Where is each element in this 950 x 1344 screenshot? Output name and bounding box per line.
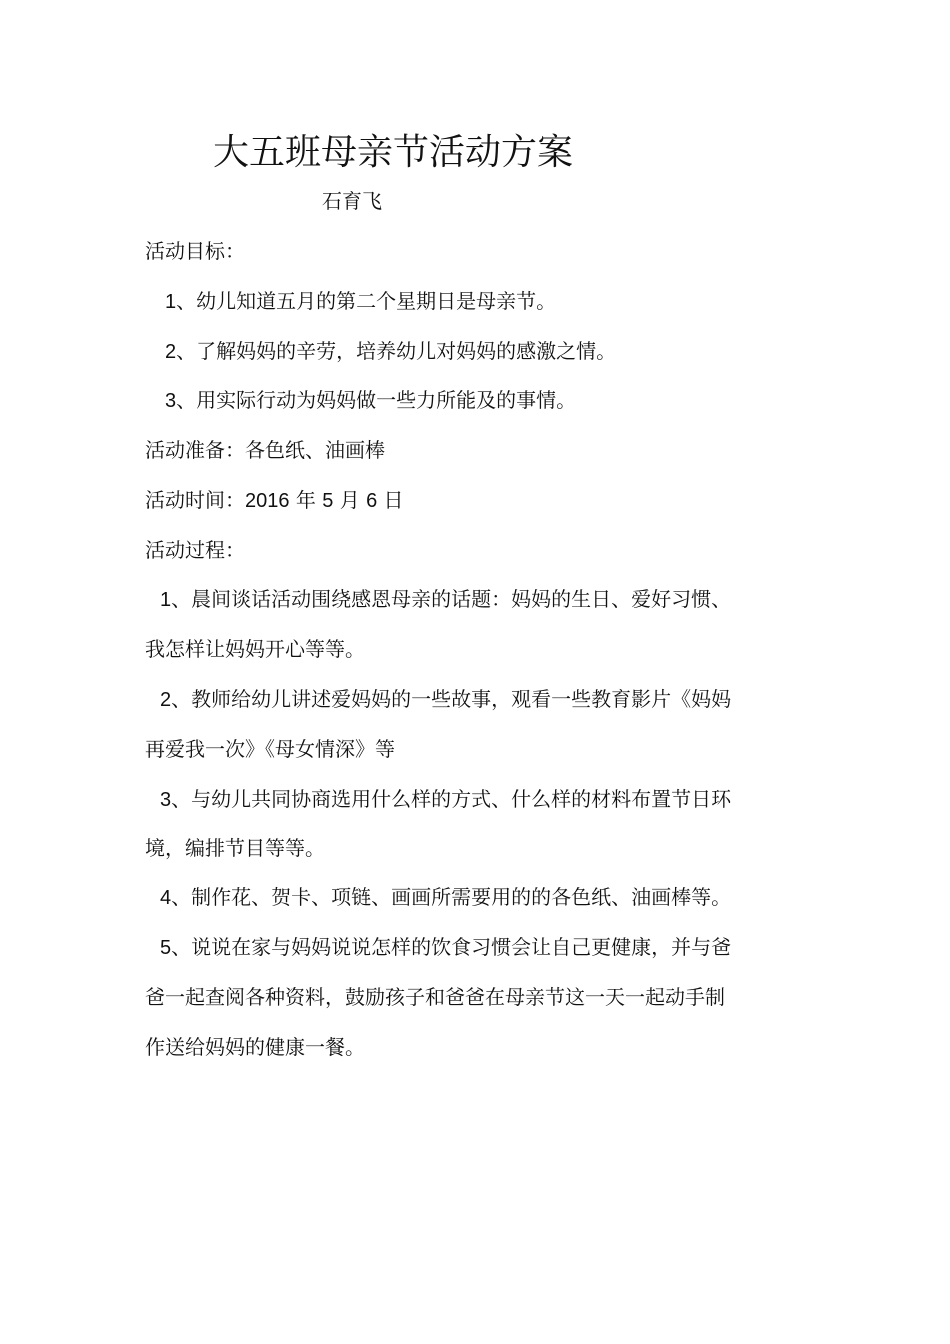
preparation-value: 各色纸、油画棒: [245, 438, 385, 462]
author-name: 石育飞: [322, 189, 382, 213]
time-month: 5: [322, 490, 334, 512]
process-item-3-line-1: [160, 784, 731, 815]
process-item-4-line-1: [160, 882, 731, 913]
process-text: 、与幼儿共同协商选用什么样的方式、什么样的材料布置节日环: [171, 787, 732, 811]
goal-number: 3: [165, 390, 177, 412]
process-item-5-line-3: 作送给妈妈的健康一餐。: [145, 1035, 365, 1059]
process-text: 、制作花、贺卡、项链、画画所需要用的的各色纸、油画棒等。: [171, 885, 732, 909]
preparation-line: [145, 435, 385, 465]
goal-text: 、幼儿知道五月的第二个星期日是母亲节。: [176, 289, 557, 313]
process-item-1-line-1: [160, 584, 731, 615]
process-item-3-line-2: 境，编排节目等等。: [145, 836, 325, 860]
process-item-1-line-2: 我怎样让妈妈开心等等。: [145, 637, 365, 661]
process-item-2-line-1: [160, 684, 731, 715]
goal-number: 2: [165, 341, 177, 363]
process-text: 、教师给幼儿讲述爱妈妈的一些故事，观看一些教育影片《妈妈: [171, 687, 732, 711]
process-number: 4: [160, 887, 172, 909]
process-text: 、晨间谈话活动围绕感恩母亲的话题：妈妈的生日、爱好习惯、: [171, 587, 732, 611]
document-title: 大五班母亲节活动方案: [213, 132, 574, 173]
goal-item-2: [165, 336, 616, 367]
goal-text: 、用实际行动为妈妈做一些力所能及的事情。: [176, 388, 577, 412]
process-text: 、说说在家与妈妈说说怎样的饮食习惯会让自己更健康，并与爸: [171, 935, 732, 959]
process-number: 1: [160, 589, 172, 611]
goals-heading: 活动目标：: [145, 239, 245, 263]
time-year-unit: 年: [289, 488, 323, 512]
process-item-5-line-2: 爸一起查阅各种资料，鼓励孩子和爸爸在母亲节这一天一起动手制: [145, 985, 725, 1009]
time-day-unit: 日: [377, 488, 404, 512]
goal-text: 、了解妈妈的辛劳，培养幼儿对妈妈的感激之情。: [176, 339, 617, 363]
process-number: 5: [160, 937, 172, 959]
goal-item-1: [165, 286, 556, 317]
time-line: [145, 485, 404, 516]
goal-number: 1: [165, 291, 177, 313]
preparation-label: 活动准备：: [145, 438, 245, 462]
process-number: 3: [160, 789, 172, 811]
goal-item-3: [165, 385, 576, 416]
process-item-5-line-1: [160, 932, 731, 963]
time-label: 活动时间：: [145, 488, 245, 512]
process-item-2-line-2: 再爱我一次》《母女情深》等: [145, 737, 395, 761]
time-year: 2016: [245, 490, 290, 512]
process-number: 2: [160, 689, 172, 711]
process-heading: 活动过程：: [145, 538, 245, 562]
time-month-unit: 月: [333, 488, 367, 512]
time-day: 6: [366, 490, 378, 512]
